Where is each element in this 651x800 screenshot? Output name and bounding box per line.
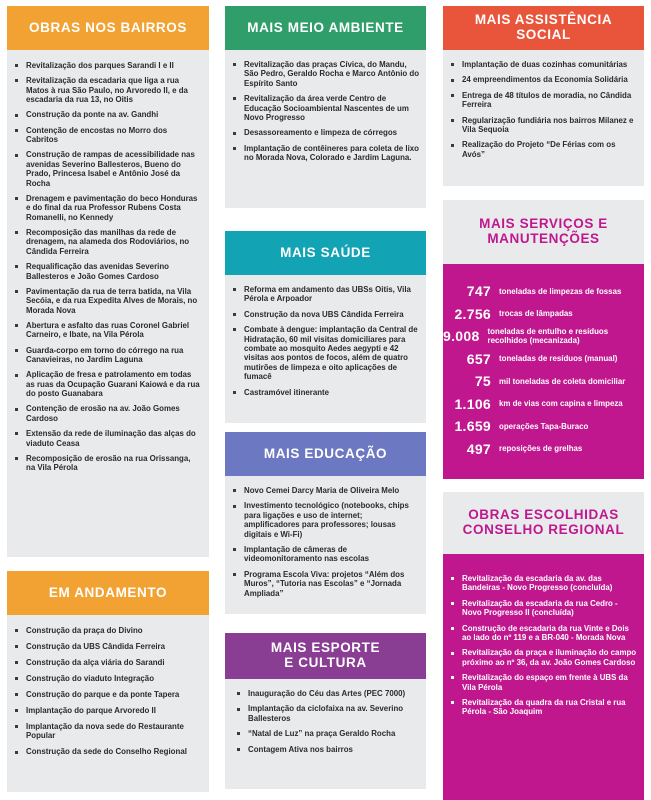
list-item: Contenção de encostas no Morro dos Cabritos [13,126,201,145]
list-item: Aplicação de fresa e patrolamento em todas as ruas da Ocupação Guarani Kaiowá e da rua do posto Guanabara [13,370,201,398]
list-item: Construção de escadaria da rua Vinte e Dois ao lado do nº 119 e a BR-040 - Morada Nova [449,624,638,643]
stat-label: km de vias com capina e limpeza [499,399,623,409]
list-item: Construção do viaduto Integração [13,674,201,683]
list-item: Pavimentação da rua de terra batida, na Vila Secóia, e da rua Expedita Alves de Morais, no Morada Nova [13,287,201,315]
stat-row [443,348,640,371]
header-esporte [225,633,426,679]
stat-label: toneladas de limpezas de fossas [499,286,622,296]
esporte-list [235,689,420,754]
stat-label: reposições de grelhas [499,444,583,454]
list-item: Revitalização da escadaria da av. das Bandeiras - Novo Progresso (concluída) [449,574,638,593]
stat-row [443,303,640,326]
stat-label: trocas de lâmpadas [499,309,573,319]
obras-bairros-title: OBRAS NOS BAIRROS [29,19,187,35]
stat-value: 657 [466,350,491,367]
stat-value: 747 [466,283,491,300]
stat-label: mil toneladas de coleta domiciliar [499,376,626,386]
list-item: Implantação do parque Arvoredo II [13,706,201,715]
assistencia-body [443,50,644,186]
list-item: Construção da alça viária do Sarandi [13,658,201,667]
card-meio-ambiente [225,6,426,208]
stat-row [443,438,640,461]
list-item: Recomposição das manilhas da rede de drenagem, na alameda dos Rodoviários, no Cândida Ferreira [13,228,201,256]
stat-value: 9.008 [443,328,480,345]
list-item: Recomposição de erosão na rua Orissanga, na Vila Pérola [13,454,201,473]
list-item: Revitalização do espaço em frente à UBS da Vila Pérola [449,673,638,692]
conselho-title: OBRAS ESCOLHIDAS CONSELHO REGIONAL [462,507,625,537]
card-obras-bairros [7,6,209,557]
list-item: Construção da praça do Divino [13,626,201,635]
stat-label: operações Tapa-Buraco [499,421,589,431]
list-item: Programa Escola Viva: projetos “Além dos Muros”, “Tutoria nas Escolas” e “Jornada Ampliada” [231,570,420,598]
list-item: Reforma em andamento das UBSs Oitis, Vila Pérola e Arpoador [231,285,420,304]
obras-bairros-list [13,61,201,473]
stat-value: 2.756 [454,305,491,322]
header-educacao [225,432,426,476]
list-item: Drenagem e pavimentação do beco Honduras e do final da rua Professor Rubens Costa Romanelli, no Kennedy [13,194,201,222]
header-meio-ambiente [225,6,426,50]
list-item: 24 empreendimentos da Economia Solidária [449,75,638,84]
em-andamento-list [13,626,201,757]
header-saude [225,231,426,275]
list-item: Guarda-corpo em torno do córrego na rua Canavieiras, no Jardim Laguna [13,346,201,365]
meio-ambiente-title: MAIS MEIO AMBIENTE [247,19,404,35]
obras-bairros-body [7,50,209,557]
educacao-title: MAIS EDUCAÇÃO [263,445,388,461]
educacao-body [225,476,426,614]
stat-row [443,415,640,438]
list-item: Construção da nova UBS Cândida Ferreira [231,310,420,319]
stat-value: 75 [474,373,491,390]
meio-ambiente-list [231,60,420,163]
list-item: Requalificação das avenidas Severino Ballesteros e João Gomes Cardoso [13,262,201,281]
list-item: Revitalização da área verde Centro de Educação Socioambiental Nascentes de um Novo Progresso [231,94,420,122]
conselho-body [443,554,644,800]
list-item: Construção da UBS Cândida Ferreira [13,642,201,651]
card-servicos [443,200,644,479]
assistencia-title: MAIS ASSISTÊNCIA SOCIAL [474,12,613,42]
header-conselho [443,492,644,554]
list-item: Construção do parque e da ponte Tapera [13,690,201,699]
list-item: Inauguração do Céu das Artes (PEC 7000) [235,689,420,698]
list-item: Contenção de erosão na av. João Gomes Cardoso [13,404,201,423]
list-item: Extensão da rede de iluminação das alças do viaduto Ceasa [13,429,201,448]
card-assistencia [443,6,644,186]
list-item: Entrega de 48 títulos de moradia, no Cândida Ferreira [449,91,638,110]
em-andamento-title: EM ANDAMENTO [48,584,168,600]
servicos-stats [443,280,640,460]
list-item: Construção de rampas de acessibilidade nas avenidas Severino Ballesteros, Bueno do Prado, Princesa Isabel e Antônio José da Rocha [13,150,201,188]
list-item: Abertura e asfalto das ruas Coronel Gabriel Carneiro, e Ibate, na Vila Pérola [13,321,201,340]
conselho-list [449,574,638,717]
esporte-body [225,679,426,789]
em-andamento-body [7,615,209,792]
stat-value: 1.659 [454,418,491,435]
card-educacao [225,432,426,614]
list-item: Revitalização da escadaria que liga a rua Matos à rua São Paulo, no Arvoredo II, e da escadaria da rua 13, no Oitis [13,76,201,104]
header-servicos [443,200,644,264]
list-item: Investimento tecnológico (notebooks, chips para ligações e uso de internet; amplificadores para professores; lousas digitais e Wi-Fi) [231,501,420,539]
saude-body [225,275,426,423]
stat-value: 1.106 [454,395,491,412]
list-item: Implantação da ciclofaixa na av. Severino Ballesteros [235,704,420,723]
list-item: Construção da ponte na av. Gandhi [13,110,201,119]
stat-row [443,370,640,393]
list-item: Contagem Ativa nos bairros [235,745,420,754]
list-item: Novo Cemei Darcy Maria de Oliveira Melo [231,486,420,495]
assistencia-list [449,60,638,159]
list-item: Regularização fundiária nos bairros Milanez e Vila Sequoia [449,116,638,135]
header-em-andamento [7,571,209,615]
card-em-andamento [7,571,209,792]
list-item: Revitalização da escadaria da rua Cedro - Novo Progresso II (concluída) [449,599,638,618]
list-item: Implantação da nova sede do Restaurante Popular [13,722,201,741]
list-item: Implantação de duas cozinhas comunitárias [449,60,638,69]
card-esporte [225,633,426,789]
servicos-body [443,264,644,479]
list-item: Combate à dengue: implantação da Central de Hidratação, 60 mil visitas domiciliares para combate ao mosquito Aedes aegypti e 42 visitas aos pontos de focos, além de quatro mutirões de limpeza e oito aplicações de fumacê [231,325,420,381]
stat-row [443,325,640,348]
educacao-list [231,486,420,598]
list-item: Realização do Projeto “De Férias com os Avós” [449,140,638,159]
stat-row [443,393,640,416]
list-item: Desassoreamento e limpeza de córregos [231,128,420,137]
stat-label: toneladas de resíduos (manual) [499,354,618,364]
list-item: Implantação de contêineres para coleta de lixo no Morada Nova, Colorado e Jardim Laguna. [231,144,420,163]
servicos-title: MAIS SERVIÇOS E MANUTENÇÕES [479,216,608,246]
list-item: Implantação de câmeras de videomonitoramento nas escolas [231,545,420,564]
stat-row [443,280,640,303]
card-saude [225,231,426,423]
list-item: Revitalização da praça e iluminação do campo próximo ao nº 36, da av. João Gomes Cardoso [449,648,638,667]
stat-value: 497 [466,440,491,457]
header-assistencia [443,6,644,50]
saude-title: MAIS SAÚDE [280,244,371,260]
list-item: Revitalização das praças Cívica, do Mandu, São Pedro, Geraldo Rocha e Marco Antônio do Espírito Santo [231,60,420,88]
list-item: Castramóvel itinerante [231,388,420,397]
card-conselho [443,492,644,800]
list-item: Construção da sede do Conselho Regional [13,747,201,756]
list-item: Revitalização dos parques Sarandi I e II [13,61,201,70]
list-item: “Natal de Luz” na praça Geraldo Rocha [235,729,420,738]
saude-list [231,285,420,397]
esporte-title: MAIS ESPORTE E CULTURA [270,640,381,670]
meio-ambiente-body [225,50,426,208]
stat-label: toneladas de entulho e resíduos recolhidos (mecanizada) [487,326,609,346]
list-item: Revitalização da quadra da rua Cristal e rua Pérola - São Joaquim [449,698,638,717]
header-obras-bairros [7,6,209,50]
